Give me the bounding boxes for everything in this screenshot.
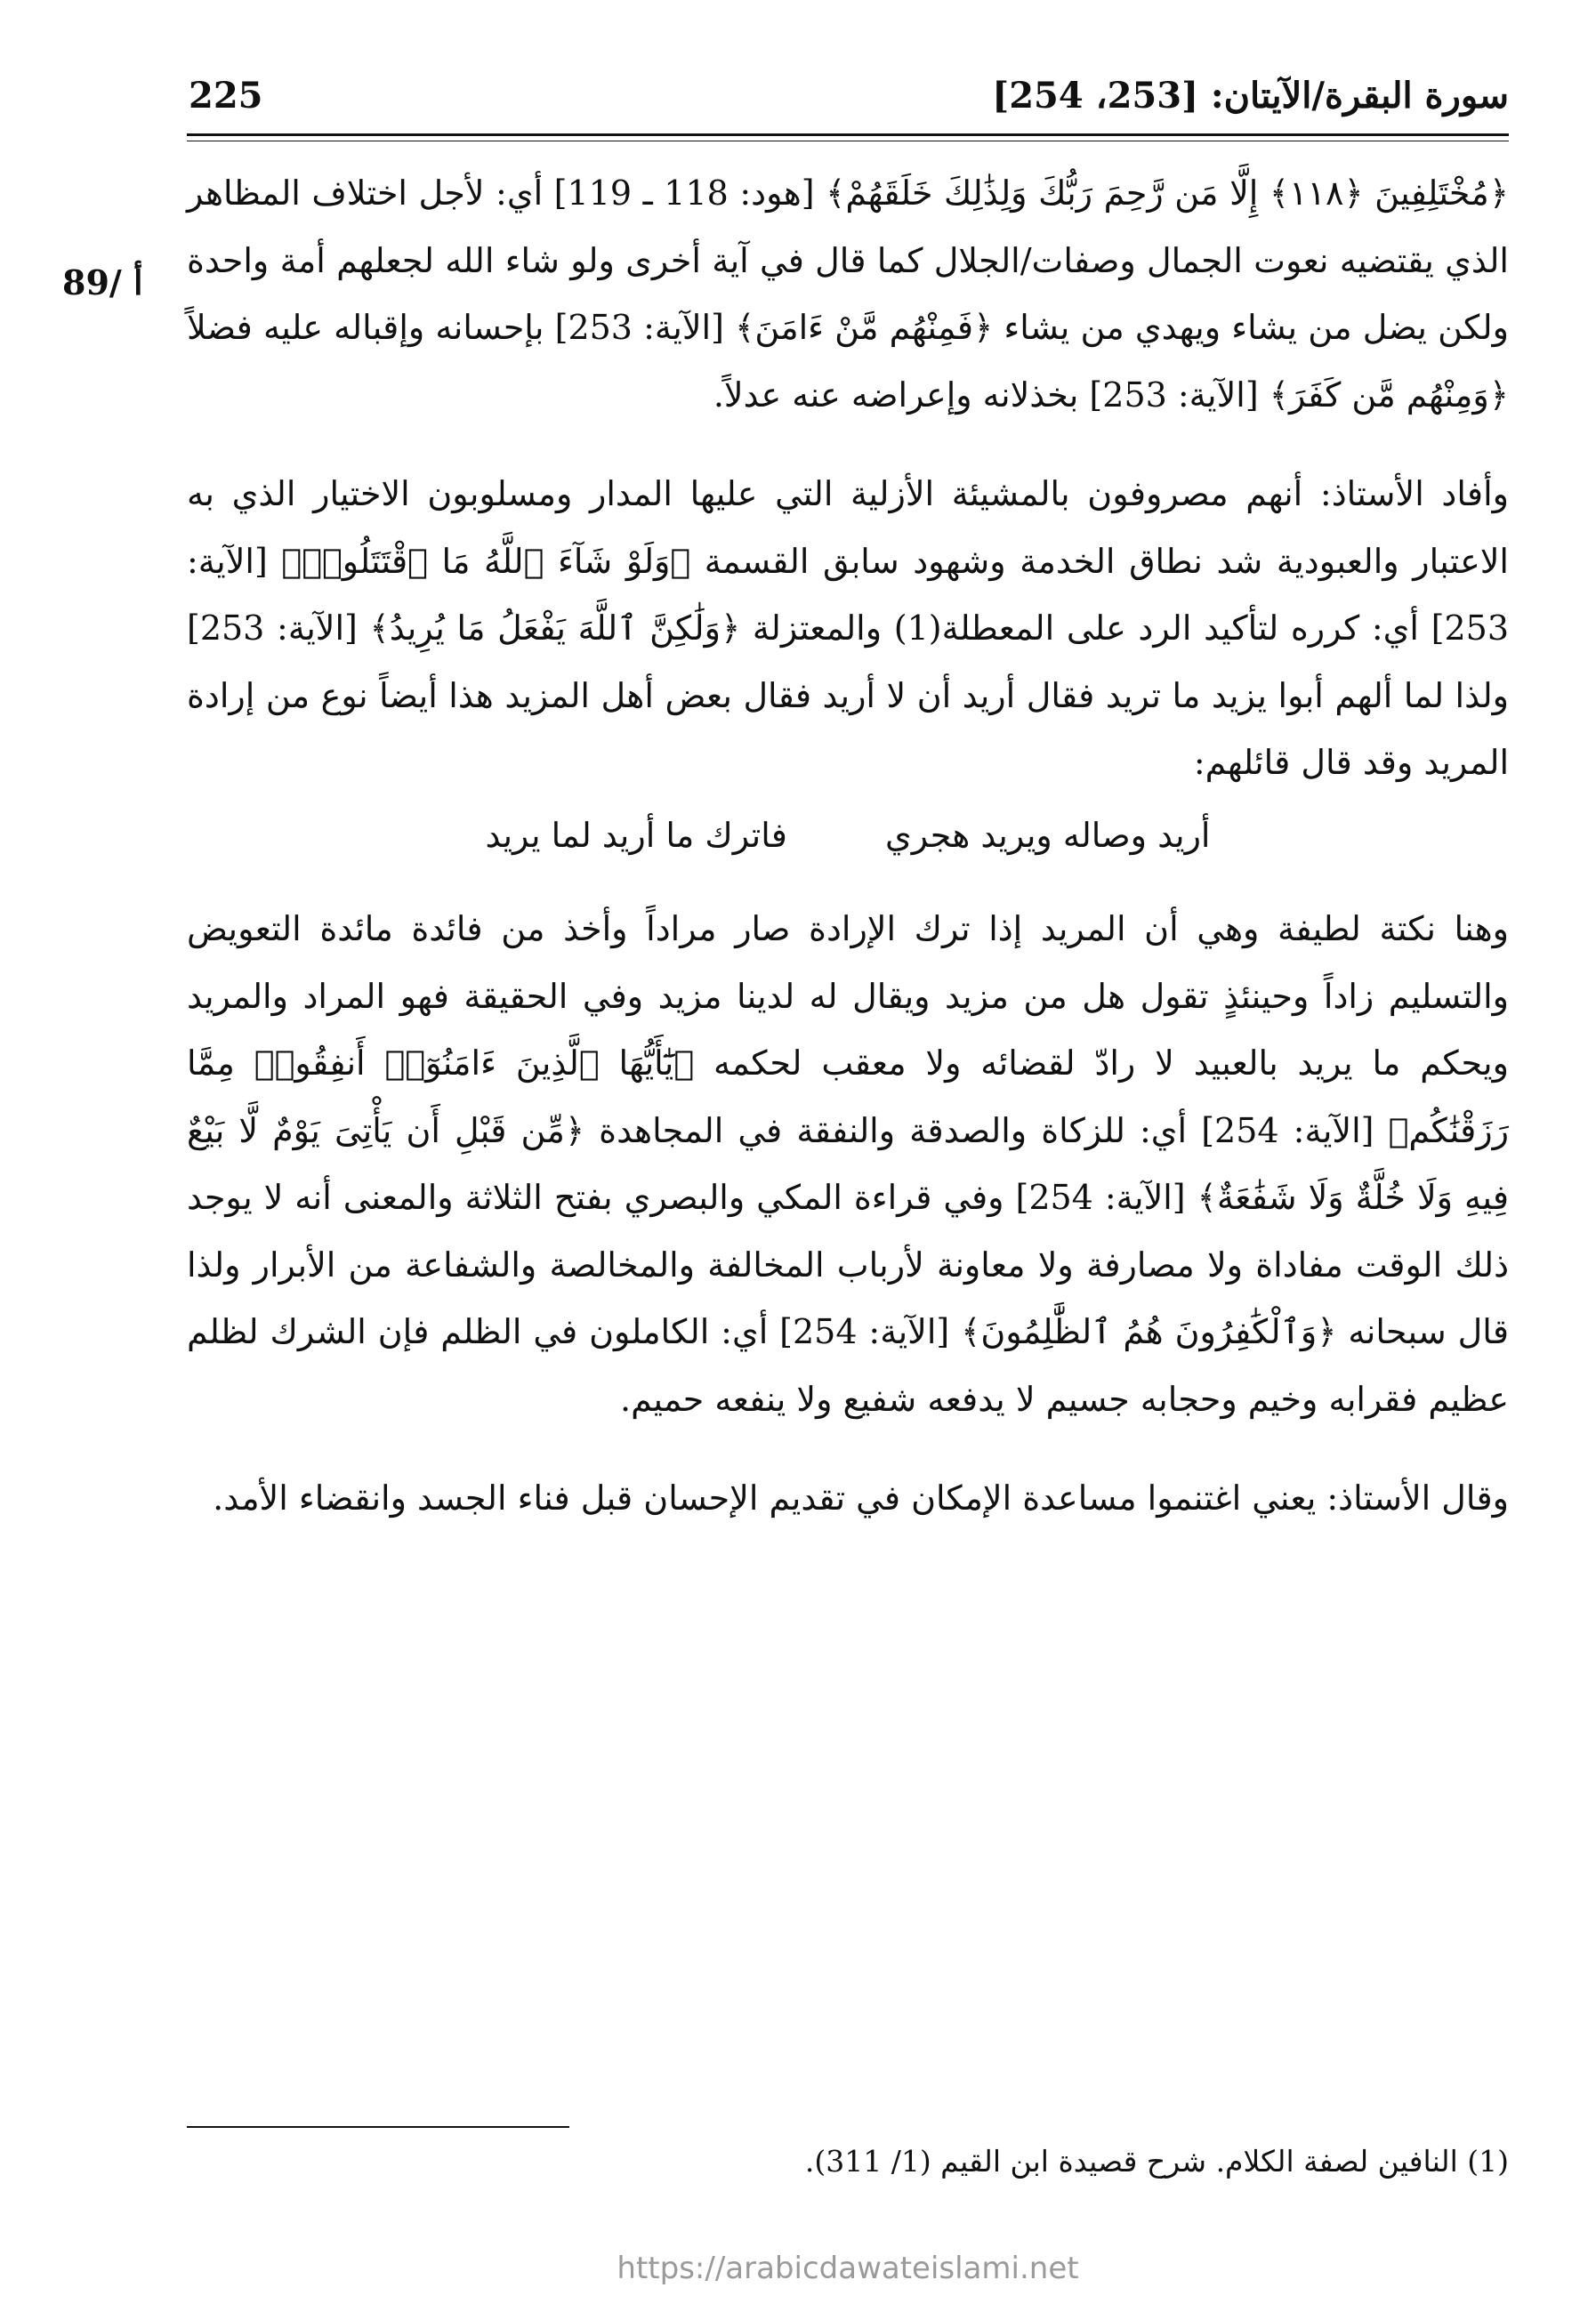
verse-first-hemistich: أريد وصاله ويريد هجري: [884, 815, 1211, 855]
manuscript-folio-note: 89/ أ: [62, 262, 143, 302]
main-text: [187, 160, 1509, 1533]
footnote: (1) النافين لصفة الكلام. شرح قصيدة ابن القيم (1/ 311).: [804, 2144, 1509, 2179]
verse-second-hemistich: فاترك ما أريد لما يريد: [485, 815, 787, 855]
paragraph-3: وهنا نكتة لطيفة وهي أن المريد إذا ترك الإرادة صار مراداً وأخذ من فائدة مائدة التعويض والتسليم زاداً وحينئذٍ تقول هل من مزيد ويقال له لدينا مزيد وفي الحقيقة فهو المراد والمريد ويحكم ما يريد بالعبيد لا رادّ لقضائه ولا معقب لحكمه ﴿يَٰٓأَيُّهَا ٱلَّذِينَ ءَامَنُوٓا۟ أَنفِقُوا۟ مِمَّا رَزَقْنَٰكُم﴾ [الآية: 254] أي: للزكاة والصدقة والنفقة في المجاهدة ﴿مِّن قَبْلِ أَن يَأْتِىَ يَوْمٌ لَّا بَيْعٌ فِيهِ وَلَا خُلَّةٌ وَلَا شَفَٰعَةٌ﴾ [الآية: 254] وفي قراءة المكي والبصري بفتح الثلاثة والمعنى أنه لا يوجد ذلك الوقت مفاداة ولا مصارفة ولا معاونة لأرباب المخالفة والمخالصة والشفاعة من الأبرار ولذا قال سبحانه ﴿وَٱلْكَٰفِرُونَ هُمُ ٱلظَّٰلِمُونَ﴾ [الآية: 254] أي: الكاملون في الظلم فإن الشرك لظلم عظيم فقرابه وخيم وحجابه جسيم لا يدفعه شفيع ولا ينفعه حميم.: [187, 909, 1510, 1419]
paragraph-1: ﴿مُخْتَلِفِينَ ﴿١١٨﴾ إِلَّا مَن رَّحِمَ رَبُّكَ وَلِذَٰلِكَ خَلَقَهُمْ﴾ [هود: 118 ـ 119] أي: لأجل اختلاف المظاهر الذي يقتضيه نعوت الجمال وصفات/الجلال كما قال في آية أخرى ولو شاء الله لجعلهم أمة واحدة ولكن يضل من يشاء ويهدي من يشاء ﴿فَمِنْهُم مَّنْ ءَامَنَ﴾ [الآية: 253] بإحسانه وإقباله عليه فضلاً ﴿وَمِنْهُم مَّن كَفَرَ﴾ [الآية: 253] بخذلانه وإعراضه عنه عدلاً.: [187, 173, 1509, 415]
footnote-rule: [187, 2126, 569, 2128]
book-page: [62, 71, 1510, 2286]
paragraph-2: وأفاد الأستاذ: أنهم مصروفون بالمشيئة الأزلية التي عليها المدار ومسلوبون الاختيار الذي به الاعتبار والعبودية شد نطاق الخدمة وشهود سابق القسمة ﴿وَلَوْ شَآءَ ٱللَّهُ مَا ٱقْتَتَلُوا۟﴾ [الآية: 253] أي: كرره لتأكيد الرد على المعطلة(1) والمعتزلة ﴿وَلَٰكِنَّ ٱللَّهَ يَفْعَلُ مَا يُرِيدُ﴾ [الآية: 253] ولذا لما ألهم أبوا يزيد ما تريد فقال أريد أن لا أريد فقال بعض أهل المزيد هذا أيضاً نوع من إرادة المريد وقد قال قائلهم:: [187, 474, 1510, 782]
header-rule: [187, 133, 1509, 136]
page-header: [187, 71, 1509, 133]
paragraph-4: وقال الأستاذ: يعني اغتنموا مساعدة الإمكان في تقديم الإحسان قبل فناء الجسد وانقضاء الأمد.: [213, 1478, 1509, 1518]
surah-heading: سورة البقرة/الآيتان: [253، 254]: [992, 75, 1509, 117]
page-number: 225: [189, 75, 263, 117]
watermark-url: https://arabicdawateislami.net: [617, 2251, 1079, 2286]
poetry-verse: [187, 802, 1509, 870]
